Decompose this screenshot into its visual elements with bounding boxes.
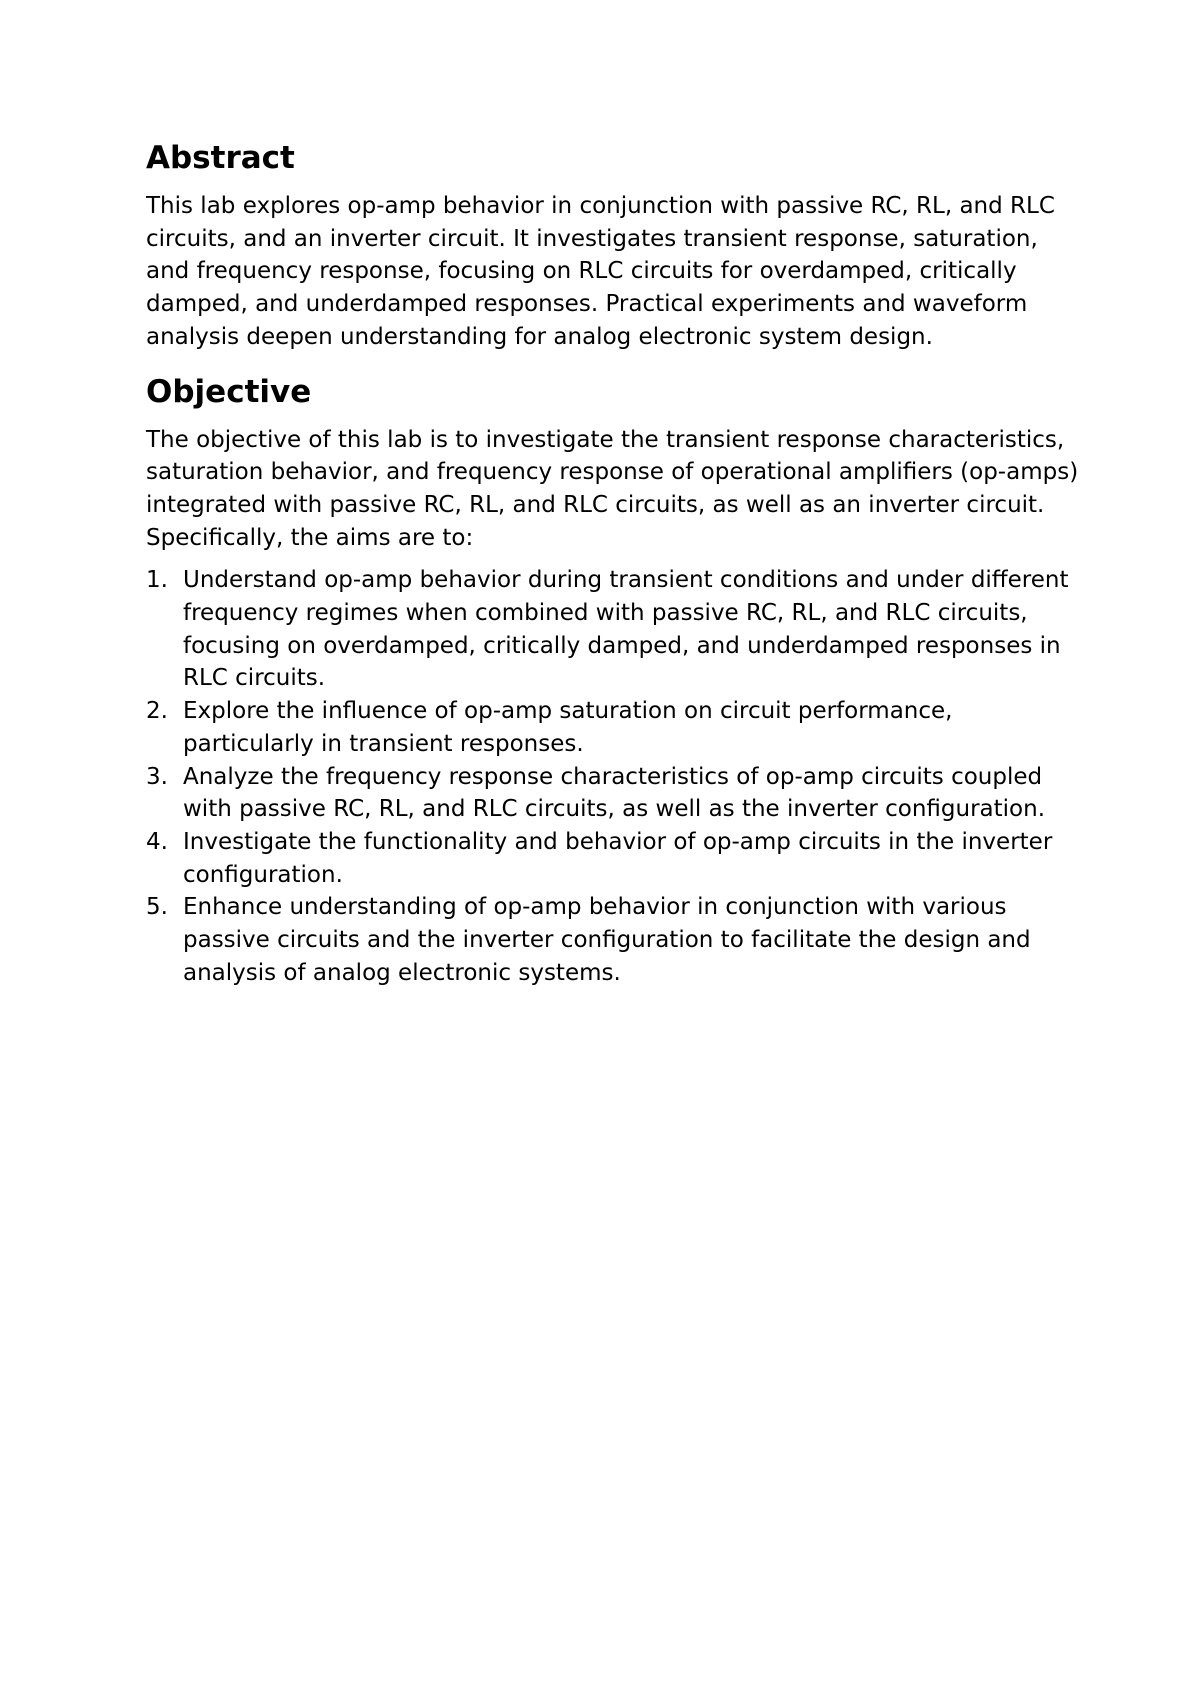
aim-item bbox=[146, 761, 1086, 826]
aim-text: Explore the influence of op-amp saturation on circuit performance, particularly in transient responses. bbox=[183, 698, 953, 757]
aim-item bbox=[146, 695, 1086, 760]
objective-intro: The objective of this lab is to investigate the transient response characteristics, saturation behavior, and frequency response of operational amplifiers (op-amps) integrated with passive RC, RL, and RLC circuits, as well as an inverter circuit. Specifically, the aims are to: bbox=[146, 426, 1079, 551]
aim-number: 1. bbox=[146, 567, 168, 594]
aim-item bbox=[146, 826, 1086, 891]
abstract-body: This lab explores op-amp behavior in conjunction with passive RC, RL, and RLC circuits, and an inverter circuit. It investigates transient response, saturation, and frequency response, focusing on RLC circuits for overdamped, critically damped, and underdamped responses. Practical experiments and waveform analysis deepen understanding for analog electronic system design. bbox=[146, 193, 1055, 350]
aim-item bbox=[146, 891, 1086, 989]
aim-number: 3. bbox=[146, 763, 168, 790]
aim-number: 2. bbox=[146, 698, 168, 725]
aim-item bbox=[146, 564, 1086, 695]
objective-heading: Objective bbox=[146, 373, 312, 410]
aim-text: Enhance understanding of op-amp behavior in conjunction with various passive circuits and the inverter configuration to facilitate the design and analysis of analog electronic systems. bbox=[183, 894, 1031, 986]
aims-list bbox=[146, 564, 1086, 989]
aim-text: Investigate the functionality and behavior of op-amp circuits in the inverter configuration. bbox=[183, 828, 1053, 888]
aim-number: 4. bbox=[146, 828, 168, 855]
aim-number: 5. bbox=[146, 894, 168, 921]
document-page bbox=[146, 138, 1086, 989]
aim-text: Analyze the frequency response characteristics of op-amp circuits coupled with passive RC, RL, and RLC circuits, as well as the inverter configuration. bbox=[183, 763, 1046, 823]
abstract-heading: Abstract bbox=[146, 140, 295, 176]
aim-text: Understand op-amp behavior during transient conditions and under different frequency regimes when combined with passive RC, RL, and RLC circuits, focusing on overdamped, critically damped, and underdamped responses in RLC circuits. bbox=[183, 567, 1069, 692]
